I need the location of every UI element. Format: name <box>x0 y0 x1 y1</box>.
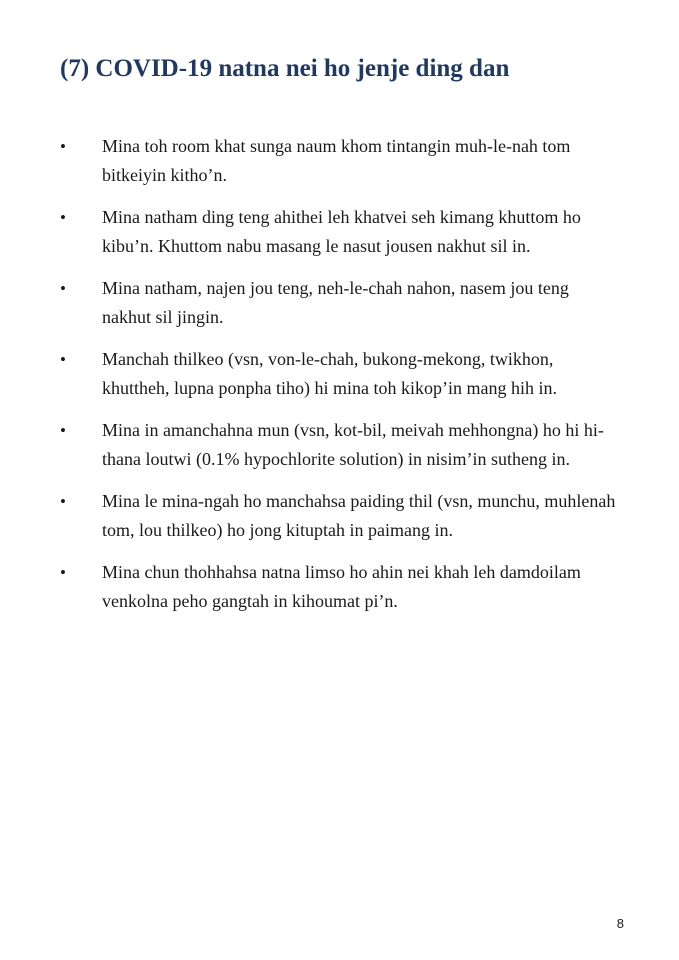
bullet-dot-icon: • <box>60 208 66 227</box>
list-item <box>0 416 679 474</box>
bullet-dot-icon: • <box>60 350 66 369</box>
list-item-text: Mina le mina-ngah ho manchahsa paiding thil (vsn, munchu, muhlenah tom, lou thilkeo) ho jong kituptah in paimang in. <box>102 491 616 540</box>
list-item <box>0 345 679 403</box>
list-item-text: Mina toh room khat sunga naum khom tintangin muh-le-nah tom bitkeiyin kitho’n. <box>102 136 571 185</box>
list-item-text: Manchah thilkeo (vsn, von-le-chah, bukong-mekong, twikhon, khuttheh, lupna ponpha tiho) hi mina toh kikop’in mang hih in. <box>102 349 557 398</box>
list-item-text: Mina natham ding teng ahithei leh khatvei seh kimang khuttom ho kibu’n. Khuttom nabu masang le nasut jousen nakhut sil in. <box>102 207 581 256</box>
bullet-dot-icon: • <box>60 563 66 582</box>
list-item <box>0 203 679 261</box>
list-item-text: Mina natham, najen jou teng, neh-le-chah nahon, nasem jou teng nakhut sil jingin. <box>102 278 569 327</box>
list-item <box>0 558 679 616</box>
list-item <box>0 487 679 545</box>
list-item-text: Mina chun thohhahsa natna limso ho ahin nei khah leh damdoilam venkolna peho gangtah in kihoumat pi’n. <box>102 562 581 611</box>
bullet-dot-icon: • <box>60 279 66 298</box>
bullet-dot-icon: • <box>60 137 66 156</box>
list-item-text: Mina in amanchahna mun (vsn, kot-bil, meivah mehhongna) ho hi hi-thana loutwi (0.1% hypochlorite solution) in nisim’in sutheng in. <box>102 420 604 469</box>
list-item <box>0 132 679 190</box>
bullet-list <box>0 132 679 629</box>
page-title: (7) COVID-19 natna nei ho jenje ding dan <box>60 55 510 82</box>
bullet-dot-icon: • <box>60 421 66 440</box>
bullet-dot-icon: • <box>60 492 66 511</box>
page-number: 8 <box>616 916 624 931</box>
list-item <box>0 274 679 332</box>
